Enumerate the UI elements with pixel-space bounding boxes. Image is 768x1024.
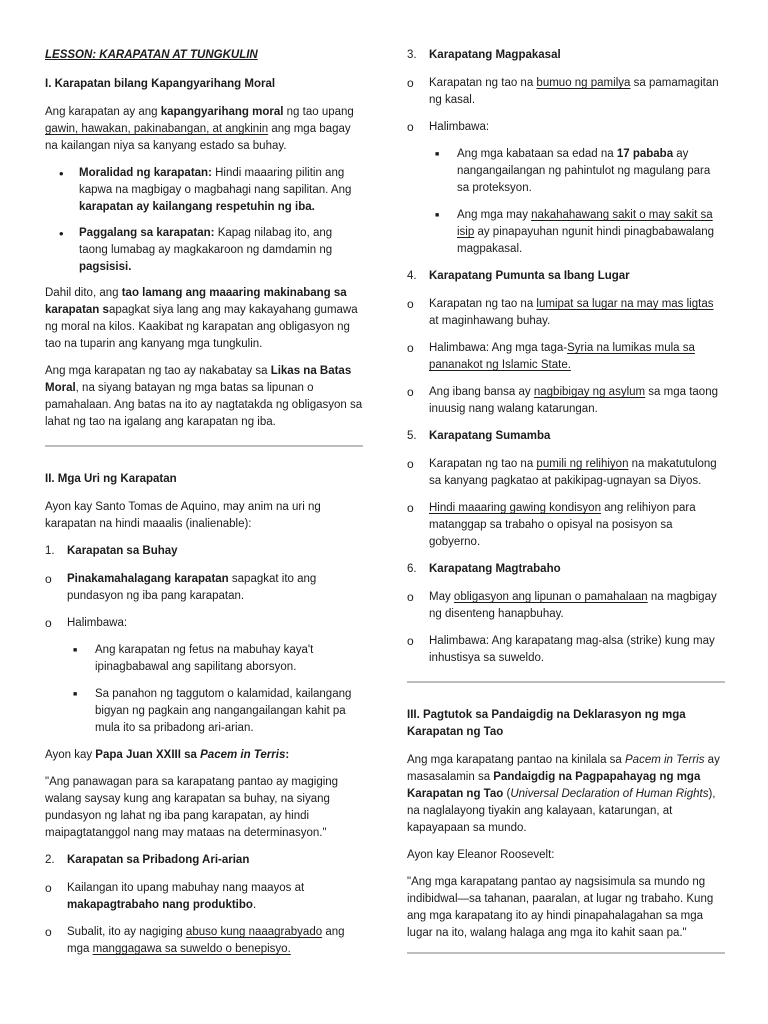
section-1-paragraph-1: Ang karapatan ay ang kapangyarihang moral ng tao upang gawin, hawakan, pakinabangan, at angkinin ang mga bagay na kailangan niya sa kanyang estado sa buhay. <box>45 106 354 152</box>
circle-bullet-icon: o <box>45 572 52 586</box>
list-item: o Ang ibang bansa ay nagbibigay ng asylum sa mga taong inuusig nang walang katarungan. <box>407 384 725 418</box>
circle-bullet-icon: o <box>407 634 414 648</box>
circle-bullet-icon: o <box>407 297 414 311</box>
section-3-heading: III. Pagtutok sa Pandaigdig na Deklarasyon ng mga Karapatan ng Tao <box>407 709 686 738</box>
right-6-heading: 6. Karapatang Magtrabaho <box>407 563 561 575</box>
list-item: o Halimbawa: <box>407 120 490 134</box>
circle-bullet-icon: o <box>407 120 414 134</box>
list-item: ■ Sa panahon ng taggutom o kalamidad, kailangang bigyan ng pagkain ang nangangailangan kahit pa mula ito sa pribadong ari-arian. <box>73 686 363 737</box>
list-item: o Halimbawa: <box>45 616 128 630</box>
section-1-paragraph-2: Dahil dito, ang tao lamang ang maaaring makinabang sa karapatan sapagkat siya lang ang may kakayahang gumawa ng moral na kilos. Kaakibat ng karapatan ang obligasyon ng tao na tuparin ang kanyang mga tungkulin. <box>45 287 358 350</box>
section-3-paragraph-1: Ang mga karapatang pantao na kinilala sa Pacem in Terris ay masasalamin sa Pandaigdig na Pagpapahayag ng mga Karapatan ng Tao (Universal Declaration of Human Rights), na naglalayong tiyakin ang kalayaan, katarungan, at kapayapaan sa mundo. <box>407 754 720 834</box>
list-item: o May obligasyon ang lipunan o pamahalaan na magbigay ng disenteng hanapbuhay. <box>407 589 725 623</box>
list-item: ■ Ang mga may nakahahawang sakit o may sakit sa isip ay pinapayuhan ngunit hindi pinagbabawalang magpakasal. <box>435 207 725 258</box>
section-2-intro: Ayon kay Santo Tomas de Aquino, may anim na uri ng karapatan na hindi maaalis (inalienable): <box>45 501 321 530</box>
roosevelt-quote: "Ang mga karapatang pantao ay nagsisimula sa mundo ng indibidwal—sa tahanan, paaralan, at lugar ng trabaho. Kung ang mga karapatang ito ay hindi pinapahalagahan sa mga lugar na ito, walang halaga ang mga ito kahit saan pa." <box>407 876 714 939</box>
list-item: o Karapatan ng tao na bumuo ng pamilya sa pamamagitan ng kasal. <box>407 75 725 109</box>
list-item: o Halimbawa: Ang mga taga-Syria na lumikas mula sa pananakot ng Islamic State. <box>407 340 725 374</box>
right-5-heading: 5. Karapatang Sumamba <box>407 430 551 442</box>
list-item: o Karapatan ng tao na lumipat sa lugar na may mas ligtas at maginhawang buhay. <box>407 296 725 330</box>
square-bullet-icon: ■ <box>73 647 78 654</box>
circle-bullet-icon: o <box>407 76 414 90</box>
divider <box>407 952 725 954</box>
roosevelt-attribution: Ayon kay Eleanor Roosevelt: <box>407 849 555 861</box>
circle-bullet-icon: o <box>45 925 52 939</box>
list-item: o Subalit, ito ay nagiging abuso kung naaagrabyado ang mga manggagawa sa suweldo o benepisyo. <box>45 924 363 958</box>
list-item: o Kailangan ito upang mabuhay nang maayos at makapagtrabaho nang produktibo. <box>45 880 363 914</box>
list-item: o Halimbawa: Ang karapatang mag-alsa (strike) kung may inhustisya sa suweldo. <box>407 633 725 667</box>
list-item: o Pinakamahalagang karapatan sapagkat ito ang pundasyon ng iba pang karapatan. <box>45 571 363 605</box>
list-item: ■ Ang karapatan ng fetus na mabuhay kaya't ipinagbabawal ang sapilitang aborsyon. <box>73 642 363 676</box>
lesson-title: LESSON: KARAPATAN AT TUNGKULIN <box>45 49 258 61</box>
circle-bullet-icon: o <box>407 385 414 399</box>
bullet-item-paggalang: • Paggalang sa karapatan: Kapag nilabag ito, ang taong lumabag ay magkakaroon ng damdamin ng pagsisisi. <box>45 225 363 276</box>
section-1-paragraph-3: Ang mga karapatan ng tao ay nakabatay sa Likas na Batas Moral, na siyang batayan ng mga batas sa lipunan o pamahalaan. Ang batas na ito ay nagtatakda ng obligasyon sa lahat ng tao na igalang ang karapatan ng iba. <box>45 365 363 428</box>
pope-attribution: Ayon kay Papa Juan XXIII sa Pacem in Terris: <box>45 749 290 761</box>
section-1-bullet-list <box>45 165 363 276</box>
section-1-heading: I. Karapatan bilang Kapangyarihang Moral <box>45 78 276 90</box>
square-bullet-icon: ■ <box>73 691 78 698</box>
square-bullet-icon: ■ <box>435 151 440 158</box>
right-1-heading: 1. Karapatan sa Buhay <box>45 545 178 557</box>
left-column <box>45 40 363 968</box>
square-bullet-icon: ■ <box>435 212 440 219</box>
circle-bullet-icon: o <box>407 590 414 604</box>
circle-bullet-icon: o <box>45 616 52 630</box>
right-2-heading: 2. Karapatan sa Pribadong Ari-arian <box>45 854 250 866</box>
right-4-heading: 4. Karapatang Pumunta sa Ibang Lugar <box>407 270 630 282</box>
circle-bullet-icon: o <box>407 341 414 355</box>
right-3-heading: 3. Karapatang Magpakasal <box>407 49 561 61</box>
right-column <box>407 40 725 978</box>
section-2-heading: II. Mga Uri ng Karapatan <box>45 473 177 485</box>
circle-bullet-icon: o <box>45 881 52 895</box>
bullet-item-moralidad: • Moralidad ng karapatan: Hindi maaaring pilitin ang kapwa na magbigay o magbahagi nang sapilitan. Ang karapatan ay kailangang respetuhin ng iba. <box>45 165 363 216</box>
divider <box>45 445 363 447</box>
circle-bullet-icon: o <box>407 501 414 515</box>
divider <box>407 681 725 683</box>
list-item: o Karapatan ng tao na pumili ng relihiyon na makatutulong sa kanyang pagkatao at pakikipag-ugnayan sa Diyos. <box>407 456 725 490</box>
circle-bullet-icon: o <box>407 457 414 471</box>
list-item: ■ Ang mga kabataan sa edad na 17 pababa ay nangangailangan ng pahintulot ng magulang para sa proteksyon. <box>435 146 725 197</box>
pope-quote: "Ang panawagan para sa karapatang pantao ay magiging walang saysay kung ang karapatan sa buhay, na siyang pundasyon ng lahat ng iba pang karapatan, ay hindi maipagtatanggol nang may mataas na determinasyon." <box>45 776 339 839</box>
list-item: o Hindi maaaring gawing kondisyon ang relihiyon para matanggap sa trabaho o opisyal na posisyon sa gobyerno. <box>407 500 725 551</box>
